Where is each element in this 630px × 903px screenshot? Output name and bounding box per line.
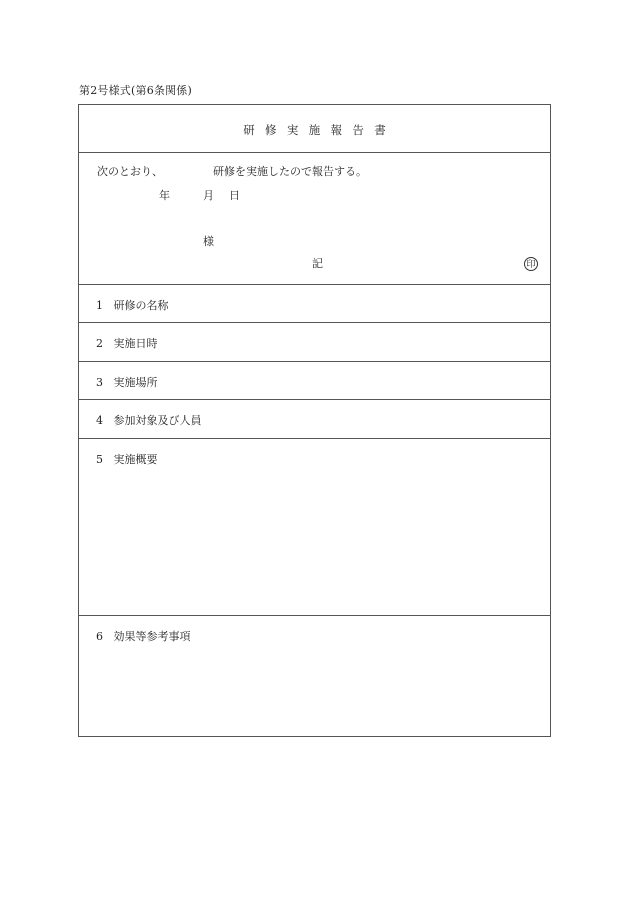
item-row-venue <box>79 362 550 400</box>
item-text: 実施場所 <box>113 376 158 389</box>
item-row-training-name <box>79 285 550 323</box>
intro-text-left: 次のとおり、 <box>97 165 163 178</box>
item-label <box>96 628 191 644</box>
item-text: 効果等参考事項 <box>113 630 191 643</box>
date-year-label: 年 <box>159 189 170 202</box>
item-number: 5 <box>96 453 103 466</box>
item-label <box>96 374 158 390</box>
date-day-label: 日 <box>229 189 240 202</box>
item-label <box>96 451 158 467</box>
item-number: 6 <box>96 630 103 643</box>
report-statement-section <box>79 153 550 285</box>
item-number: 1 <box>96 299 103 312</box>
item-number: 3 <box>96 376 103 389</box>
item-text: 研修の名称 <box>113 299 169 312</box>
date-month-label: 月 <box>203 189 214 202</box>
item-text: 実施日時 <box>113 337 158 350</box>
item-number: 2 <box>96 337 103 350</box>
form-number: 第2号様式(第6条関係) <box>79 84 192 97</box>
title-row <box>79 105 550 153</box>
item-text: 実施概要 <box>113 453 158 466</box>
item-row-effects <box>79 616 550 738</box>
report-form-table <box>78 104 551 737</box>
addressee-suffix: 様 <box>203 235 214 248</box>
seal-mark: 印 <box>524 257 538 271</box>
ki-label: 記 <box>312 257 323 270</box>
item-label <box>96 297 169 313</box>
report-title: 研修実施報告書 <box>243 123 397 137</box>
item-row-participants <box>79 400 550 439</box>
item-row-summary <box>79 439 550 616</box>
intro-text-right: 研修を実施したので報告する。 <box>213 165 367 178</box>
item-label <box>96 335 158 351</box>
item-row-datetime <box>79 323 550 362</box>
item-number: 4 <box>96 414 103 427</box>
item-label <box>96 412 202 428</box>
item-text: 参加対象及び人員 <box>113 414 202 427</box>
